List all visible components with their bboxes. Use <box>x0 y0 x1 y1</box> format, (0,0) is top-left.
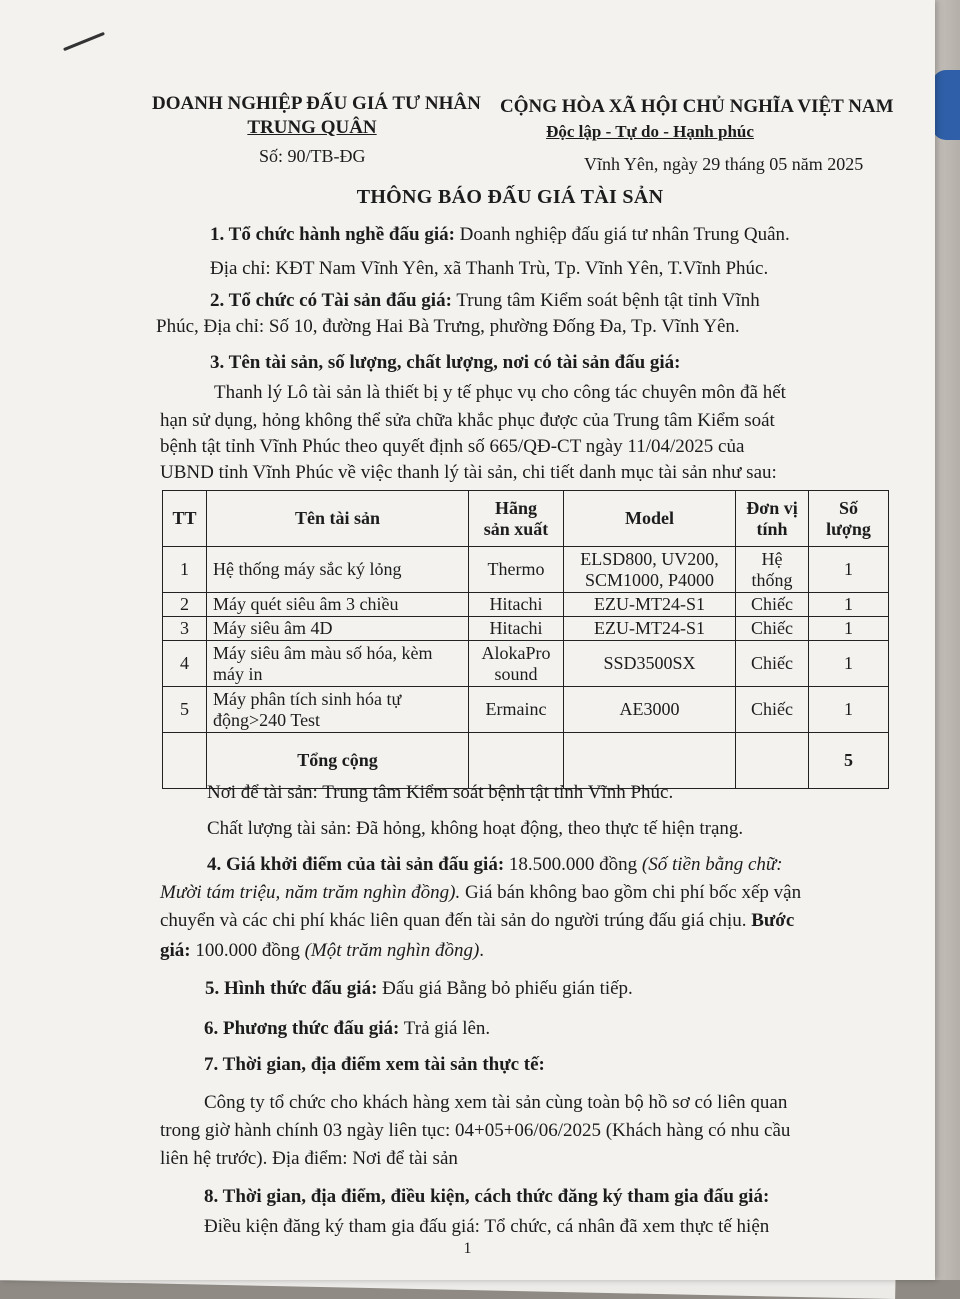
section-7-line-2: trong giờ hành chính 03 ngày liên tục: 04+05+06/06/2025 (Khách hàng có nhu cầu <box>160 1120 791 1141</box>
org-name <box>152 92 481 140</box>
table-row <box>163 617 889 641</box>
total-label: Tổng cộng <box>207 733 469 789</box>
section-8-line-1: Điều kiện đăng ký tham gia đấu giá: Tổ chức, cá nhân đã xem thực tế hiện <box>204 1216 770 1237</box>
start-price: 18.500.000 đồng <box>504 854 642 875</box>
section-1 <box>210 222 790 248</box>
cell-name: Máy quét siêu âm 3 chiều <box>207 593 469 617</box>
col-header-unit: Đơn vị tính <box>736 491 809 547</box>
cell-empty <box>736 733 809 789</box>
cell-tt: 2 <box>163 593 207 617</box>
section-6-text: Trả giá lên. <box>399 1018 491 1039</box>
section-4-line-3 <box>160 908 794 934</box>
section-4-text-3: chuyển và các chi phí khác liên quan đến tài sản do người trúng đấu giá chịu. <box>160 910 752 931</box>
cell-qty: 1 <box>809 547 889 593</box>
section-6 <box>204 1016 490 1042</box>
cell-qty: 1 <box>809 687 889 733</box>
asset-location: Nơi để tài sản: Trung tâm Kiểm soát bệnh tật tỉnh Vĩnh Phúc. <box>207 782 674 803</box>
table-row <box>163 687 889 733</box>
section-2 <box>210 288 760 314</box>
section-3-label: 3. Tên tài sản, số lượng, chất lượng, nơi có tài sản đấu giá: <box>210 352 681 373</box>
section-8-label: 8. Thời gian, địa điểm, điều kiện, cách thức đăng ký tham gia đấu giá: <box>204 1186 770 1207</box>
section-4-label: 4. Giá khởi điểm của tài sản đấu giá: <box>207 854 505 875</box>
cell-unit: Chiếc <box>736 617 809 641</box>
table-row <box>163 547 889 593</box>
col-header-qty: Số lượng <box>809 491 889 547</box>
total-qty: 5 <box>809 733 889 789</box>
cell-model: AE3000 <box>564 687 736 733</box>
table-header-row <box>163 491 889 547</box>
asset-table <box>162 490 889 789</box>
section-7-line-1: Công ty tổ chức cho khách hàng xem tài sản cùng toàn bộ hồ sơ có liên quan <box>204 1092 788 1113</box>
section-5-label: 5. Hình thức đấu giá: <box>205 978 378 999</box>
cell-qty: 1 <box>809 593 889 617</box>
cell-name: Máy siêu âm màu số hóa, kèm máy in <box>207 641 469 687</box>
section-4-line-4: giá: 100.000 đồng (Một trăm nghìn đồng). <box>160 940 485 961</box>
section-7-label: 7. Thời gian, địa điểm xem tài sản thực tế: <box>204 1054 545 1075</box>
cell-tt: 4 <box>163 641 207 687</box>
cell-model: EZU-MT24-S1 <box>564 617 736 641</box>
col-header-tt: TT <box>163 491 207 547</box>
section-2-text-2: Phúc, Địa chỉ: Số 10, đường Hai Bà Trưng, phường Đống Đa, Tp. Vĩnh Yên. <box>156 316 740 337</box>
place-date: Vĩnh Yên, ngày 29 tháng 05 năm 2025 <box>584 154 864 174</box>
cell-name: Máy phân tích sinh hóa tự động>240 Test <box>207 687 469 733</box>
cell-maker: Hitachi <box>469 617 564 641</box>
cell-unit: Hệ thống <box>736 547 809 593</box>
section-5 <box>205 976 633 1002</box>
section-3-line-2: hạn sử dụng, hỏng không thể sửa chữa khắc phục được của Trung tâm Kiểm soát <box>160 410 775 431</box>
cell-maker: Hitachi <box>469 593 564 617</box>
section-1-label: 1. Tổ chức hành nghề đấu giá: <box>210 224 455 245</box>
cell-qty: 1 <box>809 617 889 641</box>
cell-model: EZU-MT24-S1 <box>564 593 736 617</box>
section-2-label: 2. Tổ chức có Tài sản đấu giá: <box>210 290 452 311</box>
cell-unit: Chiếc <box>736 593 809 617</box>
price-words-2: Mười tám triệu, năm trăm nghìn đồng). <box>160 882 461 903</box>
section-6-label: 6. Phương thức đấu giá: <box>204 1018 400 1039</box>
section-5-text: Đấu giá Bằng bỏ phiếu gián tiếp. <box>377 978 633 999</box>
cell-maker: Ermainc <box>469 687 564 733</box>
step-label-a: Bước <box>751 910 795 931</box>
cell-tt: 5 <box>163 687 207 733</box>
doc-number: Số: 90/TB-ĐG <box>259 146 366 166</box>
section-3-line-4: UBND tỉnh Vĩnh Phúc về việc thanh lý tài sản, chi tiết danh mục tài sản như sau: <box>160 462 777 483</box>
section-1-address: Địa chỉ: KĐT Nam Vĩnh Yên, xã Thanh Trù, Tp. Vĩnh Yên, T.Vĩnh Phúc. <box>210 258 769 279</box>
section-1-text: Doanh nghiệp đấu giá tư nhân Trung Quân. <box>454 224 790 245</box>
cell-model: SSD3500SX <box>564 641 736 687</box>
table-row <box>163 593 889 617</box>
cell-maker: Thermo <box>469 547 564 593</box>
col-header-model: Model <box>564 491 736 547</box>
cell-unit: Chiếc <box>736 641 809 687</box>
section-2-text-1: Trung tâm Kiểm soát bệnh tật tỉnh Vĩnh <box>451 290 760 311</box>
cell-name: Máy siêu âm 4D <box>207 617 469 641</box>
step-label-b: giá: <box>160 940 191 961</box>
section-3-line-1: Thanh lý Lô tài sản là thiết bị y tế phục vụ cho công tác chuyên môn đã hết <box>214 382 786 403</box>
page-title: THÔNG BÁO ĐẤU GIÁ TÀI SẢN <box>356 186 664 208</box>
section-4-line-2 <box>160 880 801 906</box>
cell-maker: AlokaPro sound <box>469 641 564 687</box>
col-header-name: Tên tài sản <box>207 491 469 547</box>
pen-mark <box>63 32 105 51</box>
cell-tt-empty <box>163 733 207 789</box>
cell-tt: 1 <box>163 547 207 593</box>
page-number: 1 <box>463 1240 472 1257</box>
cell-tt: 3 <box>163 617 207 641</box>
country-name: CỘNG HÒA XÃ HỘI CHỦ NGHĨA VIỆT NAM <box>500 96 894 117</box>
cell-name: Hệ thống máy sắc ký lỏng <box>207 547 469 593</box>
blue-object <box>932 70 960 140</box>
step-words: (Một trăm nghìn đồng) <box>304 940 480 961</box>
motto: Độc lập - Tự do - Hạnh phúc <box>546 122 754 141</box>
section-3-line-3: bệnh tật tỉnh Vĩnh Phúc theo quyết định số 665/QĐ-CT ngày 11/04/2025 của <box>160 436 745 457</box>
section-7-line-3: liên hệ trước). Địa điểm: Nơi để tài sản <box>160 1148 458 1169</box>
step-value: 100.000 đồng <box>190 940 305 961</box>
asset-quality: Chất lượng tài sản: Đã hỏng, không hoạt động, theo thực tế hiện trạng. <box>207 818 744 839</box>
org-name-line2: TRUNG QUÂN <box>247 117 377 138</box>
cell-unit: Chiếc <box>736 687 809 733</box>
price-words-1: (Số tiền bằng chữ: <box>641 854 783 875</box>
col-header-maker: Hãng sản xuất <box>469 491 564 547</box>
cell-qty: 1 <box>809 641 889 687</box>
org-name-line1: DOANH NGHIỆP ĐẤU GIÁ TƯ NHÂN <box>152 93 481 114</box>
section-4-rest: Giá bán không bao gồm chi phí bốc xếp vận <box>460 882 802 903</box>
cell-model: ELSD800, UV200, SCM1000, P4000 <box>564 547 736 593</box>
table-row <box>163 641 889 687</box>
section-4-line-1 <box>207 852 783 878</box>
